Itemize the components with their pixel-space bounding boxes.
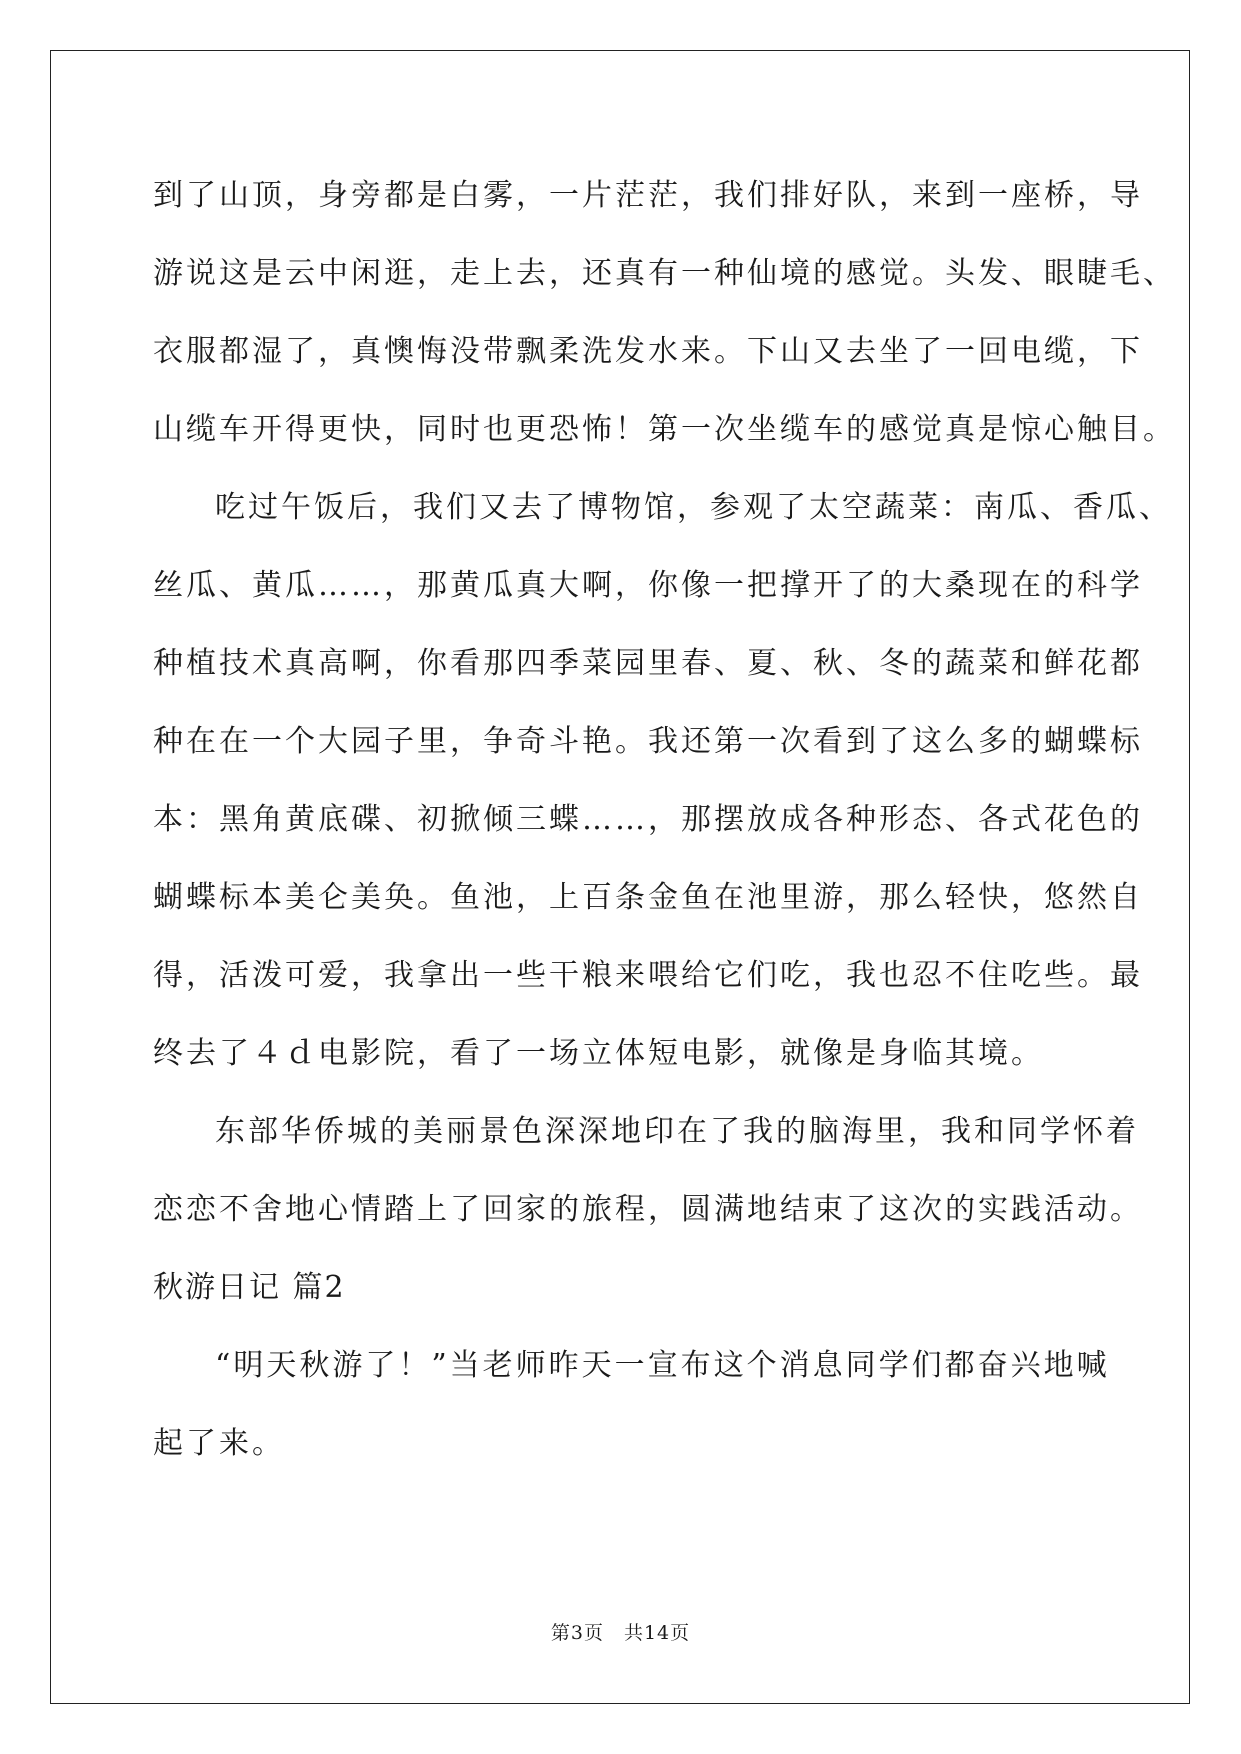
page-total: 共14页 (623, 1622, 691, 1644)
text-line: 衣服都湿了，真懊悔没带飘柔洗发水来。下山又去坐了一回电缆，下 (153, 334, 1143, 369)
text-line: 东部华侨城的美丽景色深深地印在了我的脑海里，我和同学怀着 (215, 1114, 1139, 1149)
text-line: 蝴蝶标本美仑美奂。鱼池，上百条金鱼在池里游，那么轻快，悠然自 (153, 880, 1143, 915)
text-line: 游说这是云中闲逛，走上去，还真有一种仙境的感觉。头发、眼睫毛、 (153, 256, 1176, 291)
text-line: 种在在一个大园子里，争奇斗艳。我还第一次看到了这么多的蝴蝶标 (153, 724, 1143, 759)
text-line: 吃过午饭后，我们又去了博物馆，参观了太空蔬菜：南瓜、香瓜、 (215, 490, 1172, 525)
text-line: 到了山顶，身旁都是白雾，一片茫茫，我们排好队，来到一座桥，导 (153, 178, 1143, 213)
text-line: “明天秋游了！”当老师昨天一宣布这个消息同学们都奋兴地喊 (215, 1348, 1110, 1383)
text-line: 得，活泼可爱，我拿出一些干粮来喂给它们吃，我也忍不住吃些。最 (153, 958, 1143, 993)
text-line: 本：黑角黄底碟、初掀倾三蝶……，那摆放成各种形态、各式花色的 (153, 802, 1143, 837)
page-footer (0, 1618, 1241, 1645)
text-line: 恋恋不舍地心情踏上了回家的旅程，圆满地结束了这次的实践活动。 (153, 1192, 1143, 1227)
section-heading: 秋游日记 篇2 (153, 1270, 346, 1305)
text-line: 山缆车开得更快，同时也更恐怖！第一次坐缆车的感觉真是惊心触目。 (153, 412, 1176, 447)
text-line: 起了来。 (153, 1426, 285, 1461)
text-line: 种植技术真高啊，你看那四季菜园里春、夏、秋、冬的蔬菜和鲜花都 (153, 646, 1143, 681)
text-line: 终去了４ｄ电影院，看了一场立体短电影，就像是身临其境。 (153, 1036, 1044, 1071)
text-line: 丝瓜、黄瓜……，那黄瓜真大啊，你像一把撑开了的大桑现在的科学 (153, 568, 1143, 603)
document-body (153, 157, 1176, 1483)
page-number: 第3页 (550, 1622, 604, 1644)
